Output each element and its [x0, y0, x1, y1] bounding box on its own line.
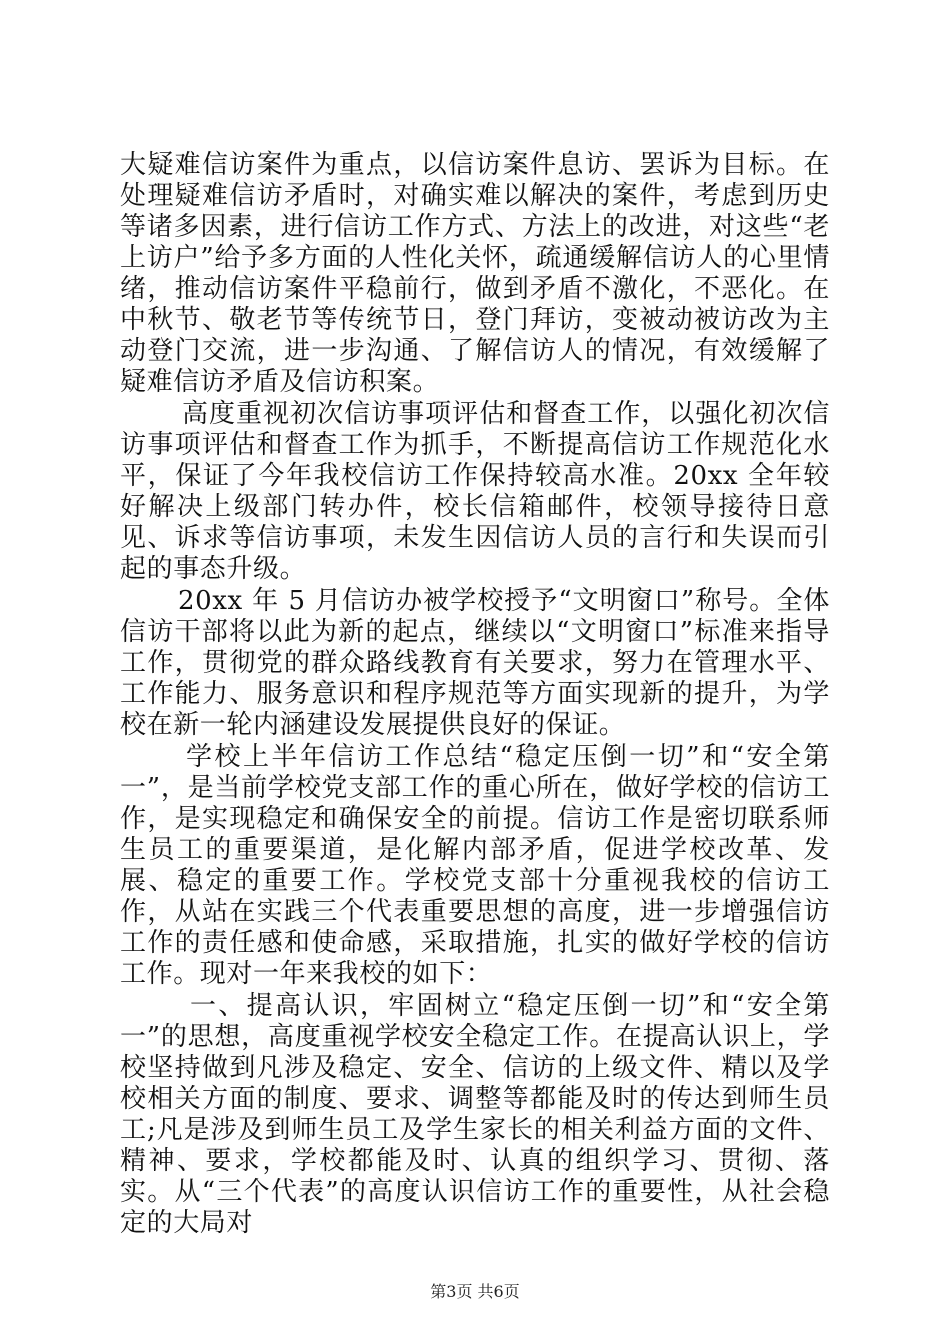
paragraph-4: 学校上半年信访工作总结“稳定压倒一切”和“安全第一”，是当前学校党支部工作的重心所在，做好学校的信访工作，是实现稳定和确保安全的前提。信访工作是密切联系师生员工的重要渠道，是化解内部矛盾，促进学校改革、发展、稳定的重要工作。学校党支部十分重视我校的信访工作，从站在实践三个代表重要思想的高度，进一步增强信访工作的责任感和使命感，采取措施，扎实的做好学校的信访工作。现对一年来我校的如下：: [120, 742, 830, 989]
document-body: [120, 150, 830, 1239]
paragraph-3: 20xx 年 5 月信访办被学校授予“文明窗口”称号。全体信访干部将以此为新的起点，继续以“文明窗口”标准来指导工作，贯彻党的群众路线教育有关要求，努力在管理水平、工作能力、服务意识和程序规范等方面实现新的提升，为学校在新一轮内涵建设发展提供良好的保证。: [120, 586, 830, 740]
paragraph-1: 大疑难信访案件为重点，以信访案件息访、罢诉为目标。在处理疑难信访矛盾时，对确实难以解决的案件，考虑到历史等诸多因素，进行信访工作方式、方法上的改进，对这些“老上访户”给予多方面的人性化关怀，疏通缓解信访人的心里情绪，推动信访案件平稳前行，做到矛盾不激化，不恶化。在中秋节、敬老节等传统节日，登门拜访，变被动被访改为主动登门交流，进一步沟通、了解信访人的情况，有效缓解了疑难信访矛盾及信访积案。: [120, 150, 830, 397]
paragraph-2: 高度重视初次信访事项评估和督查工作，以强化初次信访事项评估和督查工作为抓手，不断提高信访工作规范化水平，保证了今年我校信访工作保持较高水准。20xx 全年较好解决上级部门转办件，校长信箱邮件，校领导接待日意见、诉求等信访事项，未发生因信访人员的言行和失误而引起的事态升级。: [120, 399, 830, 584]
paragraph-5: 一、提高认识，牢固树立“稳定压倒一切”和“安全第一”的思想，高度重视学校安全稳定工作。在提高认识上，学校坚持做到凡涉及稳定、安全、信访的上级文件、精以及学校相关方面的制度、要求、调整等都能及时的传达到师生员工;凡是涉及到师生员工及学生家长的相关利益方面的文件、精神、要求，学校都能及时、认真的组织学习、贯彻、落实。从“三个代表”的高度认识信访工作的重要性，从社会稳定的大局对: [120, 991, 830, 1238]
page-footer: 第3页 共6页: [430, 1282, 520, 1301]
